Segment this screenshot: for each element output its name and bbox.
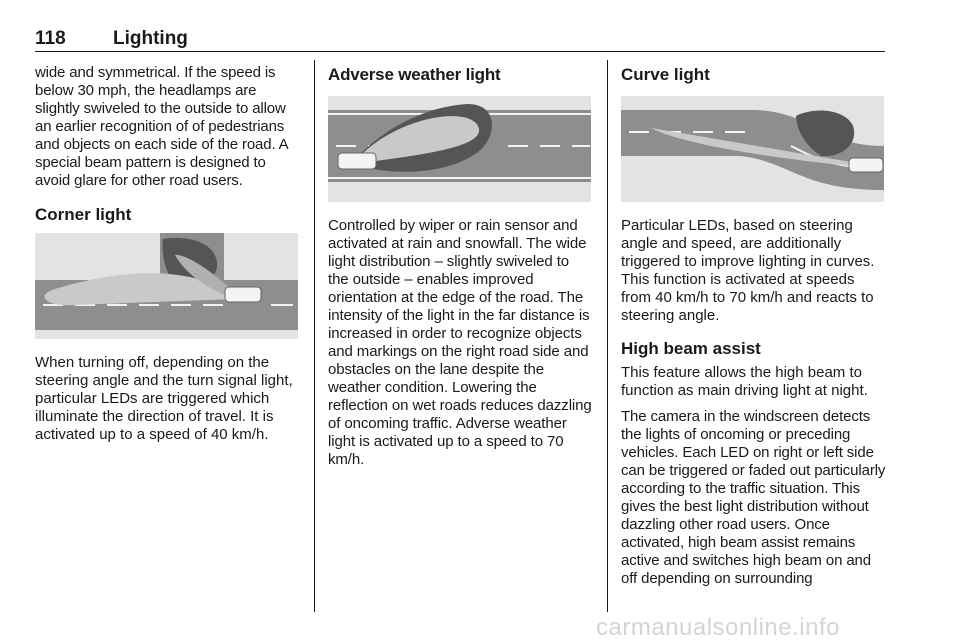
high-beam-assist-text-1: This feature allows the high beam to function as main driving light at night. [621, 364, 868, 399]
intro-paragraph: wide and symmetrical. If the speed is below 30 mph, the headlamps are slightly swiveled to the outside to allow an earlier recognition of of pedestrians and objects on each side of the road. A special beam pattern is designed to avoid glare for other road users. [35, 64, 288, 189]
column-divider-2 [607, 60, 608, 612]
corner-light-heading: Corner light [35, 205, 132, 224]
column-divider-1 [314, 60, 315, 612]
adverse-weather-text: Controlled by wiper or rain sensor and activated at rain and snowfall. The wide light distribution – slightly swiveled to the outside – enables improved orientation at the edge of the road. The intensity of the light in the far distance is increased in order to recognize objects and markings on the right road side and obstacles on the lane despite the weather condition. Lowering the reflection on wet roads reduces dazzling of oncoming traffic. Adverse weather light is activated up to a speed to 70 km/h. [328, 217, 592, 468]
header-rule [35, 51, 885, 52]
curve-light-text: Particular LEDs, based on steering angle and speed, are additionally triggered to improve lighting in curves. This function is activated at speeds from 40 km/h to 70 km/h and reacts to steering angle. [621, 217, 875, 324]
curve-light-figure [621, 96, 886, 202]
column-left [35, 64, 300, 444]
high-beam-assist-heading: High beam assist [621, 339, 761, 358]
page-number: 118 [35, 28, 66, 49]
corner-light-figure [35, 233, 300, 339]
adverse-weather-figure [328, 96, 593, 202]
corner-light-text: When turning off, depending on the steering angle and the turn signal light, particular LEDs are triggered which illuminate the direction of travel. It is activated up to a speed of 40 km/h. [35, 354, 293, 443]
section-title: Lighting [113, 28, 188, 49]
adverse-weather-heading: Adverse weather light [328, 65, 501, 84]
column-right [621, 64, 886, 588]
watermark: carmanualsonline.info [596, 614, 840, 641]
page-header [35, 28, 885, 52]
high-beam-assist-text-2: The camera in the windscreen detects the lights of oncoming or preceding vehicles. Each LED on right or left side can be triggered or faded out particularly according to the traffic situation. This gives the best light distribution without dazzling other road users. Once activated, high beam assist remains active and switches high beam on and off depending on surrounding [621, 408, 886, 587]
curve-light-heading: Curve light [621, 65, 710, 84]
column-middle [328, 64, 593, 469]
